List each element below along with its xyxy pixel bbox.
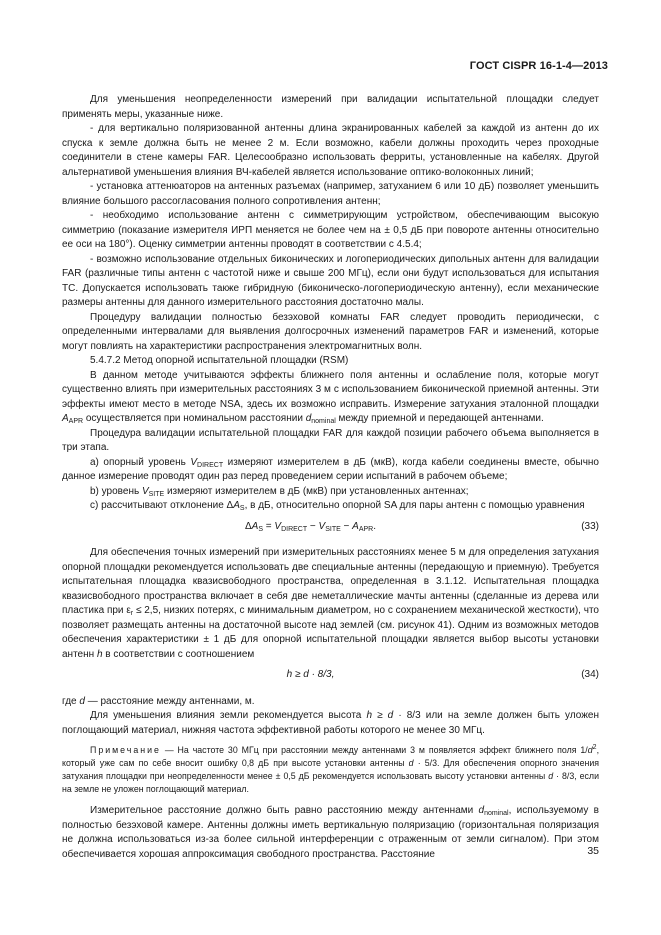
list-item: с) рассчитывают отклонение $\Delta A_S$, в дБ, относительно опорной SA для пары антенн с помощью уравнения [90,500,585,512]
note: Примечание — На частоте 30 МГц при расстоянии между антеннами 3 м появляется эффект ближнего поля $1/d^2$, который уже сам по себе вносит ошибку 0,8 дБ при высоте установки антенны d · 5/3. Для обеспечения опорного значения затухания площадки при неопределенности менее ± 0,5 дБ рекомендуется использовать высоту установки антенны d · 8/3, если на земле не уложен поглощающий материал. [62,744,600,794]
note-label: Примечание [90,745,161,755]
standard-header: ГОСТ CISPR 16-1-4—2013 [469,60,608,72]
paragraph: Для уменьшения неопределенности измерений при валидации испытательной площадки следует применять меры, указанные ниже. [62,94,599,120]
list-item: - возможно использование отдельных биконических и логопериодических дипольных антенн для валидации FAR (различные типы антенн с частотой ниже и свыше 200 МГц), если они будут использоваться для испытания ТС. Допускается использовать также гибридную (биконическо-логопериодическую антенну), если механические размеры антенны для данного измерительного расстояния достаточно малы. [62,253,599,308]
list-item: - для вертикально поляризованной антенны длина экранированных кабелей за каждой из антенн до их спуска к земле должна быть не менее 2 м. Если возможно, кабели должны проходить через проходные соединители в стене камеры FAR. Целесообразно использовать ферриты, установленные на кабелях. Другой альтернативой уменьшения влияния ВЧ-кабелей является использование оптико-волоконных линий; [62,123,599,178]
section-heading: 5.4.7.2 Метод опорной испытательной площадки (RSM) [90,355,349,366]
equation-33 [62,520,599,535]
paragraph: Для уменьшения влияния земли рекомендуется высота h ≥ d · 8/3 или на земле должен быть уложен поглощающий материал, нижняя частота эффективной работы которого не менее 30 МГц. [62,710,600,736]
paragraph: где d — расстояние между антеннами, м. [62,695,255,707]
paragraph: В данном методе учитываются эффекты ближнего поля антенны и ослабление поля, которые могут существенно влиять при измерительных расстояниях 3 м с использованием биконической приемной антенны. Эти эффекты имеют место в методе NSA, здесь их возможно исправить. Измерение затухания эталонной площадки $A_{APR}$ осуществляется при номинальном расстоянии $d_{nominal}$ между приемной и передающей антеннами. [62,369,599,425]
equation-expression: h ≥ d · 8/3, [286,669,335,680]
list-item: - установка аттенюаторов на антенных разъемах (например, затуханием 6 или 10 дБ) позволяет уменьшить влияние большого рассогласования полного сопротивления антенн; [62,181,599,207]
list-item: - необходимо использование антенн с симметрирующим устройством, обеспечивающим высокую симметрию (показание измерителя ИРП меняется не более чем на ± 0,5 дБ при повороте антенны относительно ее оси на 180°). Оценку симметрии антенны проводят в соответствии с 4.5.4; [62,210,599,250]
equation-number: (34) [581,669,599,680]
paragraph: Процедура валидации испытательной площадки FAR для каждой позиции рабочего объема выполняется в три этапа. [62,427,599,453]
equation-34 [62,668,599,683]
page-body [62,93,599,862]
paragraph: Для обеспечения точных измерений при измерительных расстояниях менее 5 м для определения затухания опорной площадки рекомендуется использовать две специальные антенны (передающую и приемную). Требуется испытательная площадка квазисвободного пространства, определенная в 3.1.12. Испытательная площадка квазисвободного пространства включает в себя две неметаллические мачты антенны (сделанные из дерева или пластика при $\varepsilon_r \le 2,5$, низких потерях, с минимальным диаметром, но с сохранением механической жесткости), что позволяет размещать антенны на достаточной высоте над землей (см. рисунок 41). Одним из возможных методов обеспечения характеристики ± 1 дБ для опорной испытательной площадки является выбор высоты установки антенн h в соответствии с соотношением [62,547,599,660]
paragraph: Процедуру валидации полностью безэховой комнаты FAR следует проводить периодически, с определенными интервалами для выявления долгосрочных изменений параметров FAR и изменений, которые могут повлиять на характеристики распространения электромагнитных волн. [62,311,599,352]
equation-number: (33) [581,520,599,532]
page-number: 35 [587,845,599,857]
list-item: а) опорный уровень $V_{DIRECT}$ измеряют измерителем в дБ (мкВ), когда кабели соединены вместе, обычно данное измерение проводят один раз перед проведением серии испытаний в рабочем объеме; [62,456,599,482]
paragraph: Измерительное расстояние должно быть равно расстоянию между антеннами $d_{nominal}$, используемому в полностью безэховой камере. Антенны должны иметь вертикальную поляризацию (горизонтальная поляризация не должна использоваться из-за более сильной интерференции с отраженным от земли сигналом). При этом обеспечивается хорошая аппроксимация свободного пространства. Расстояние [62,805,599,860]
list-item: b) уровень $V_{SITE}$ измеряют измерителем в дБ (мкВ) при установленных антеннах; [90,485,469,498]
equation-expression: $\Delta A_S = V_{DIRECT} - V_{SITE} - A_{APR}$. [244,520,377,533]
